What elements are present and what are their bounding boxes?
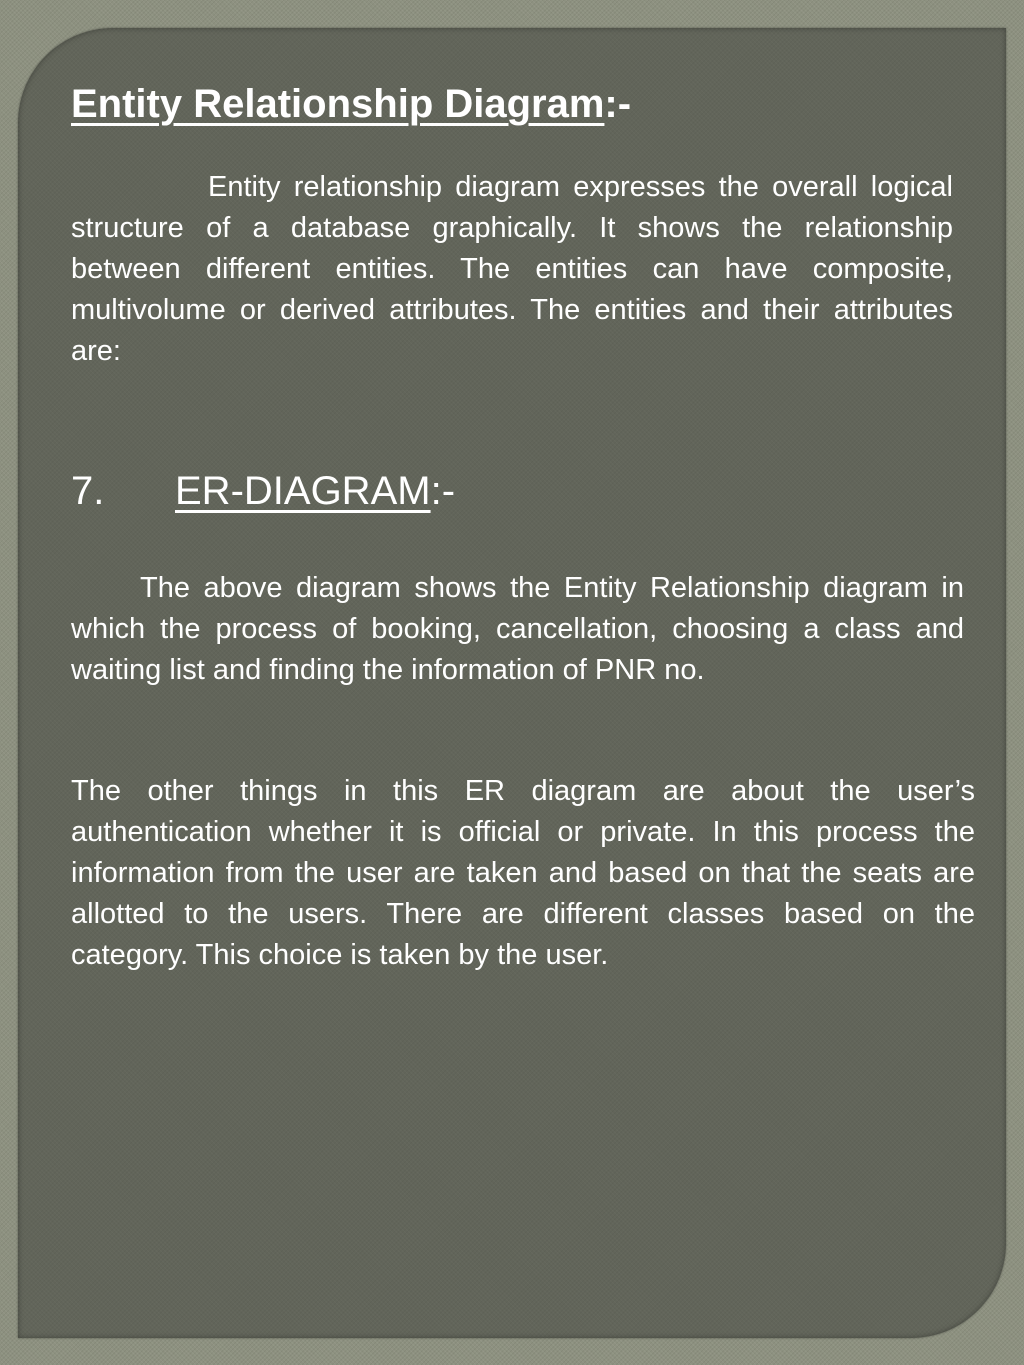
authentication-paragraph: The other things in this ER diagram are about the user’s authentication whether it is official or private. In this process the information from the user are taken and based on that the seats are allotted to the users. There are different classes based on the category. This choice is taken by the user. [71, 775, 975, 971]
section-heading [71, 466, 455, 516]
er-diagram-description-paragraph: The above diagram shows the Entity Relationship diagram in which the process of booking, cancellation, choosing a class and waiting list and finding the information of PNR no. [71, 572, 964, 686]
page-title [71, 80, 631, 128]
page-title-text: Entity Relationship Diagram [71, 82, 605, 126]
section-title: ER-DIAGRAM [175, 469, 431, 513]
page-title-suffix: :- [604, 82, 632, 126]
section-title-suffix: :- [430, 469, 456, 513]
section-number: 7. [71, 469, 105, 513]
intro-paragraph: Entity relationship diagram expresses the overall logical structure of a database graphically. It shows the relationship between different entities. The entities can have composite, multivolume or derived attributes. The entities and their attributes are: [71, 171, 953, 367]
